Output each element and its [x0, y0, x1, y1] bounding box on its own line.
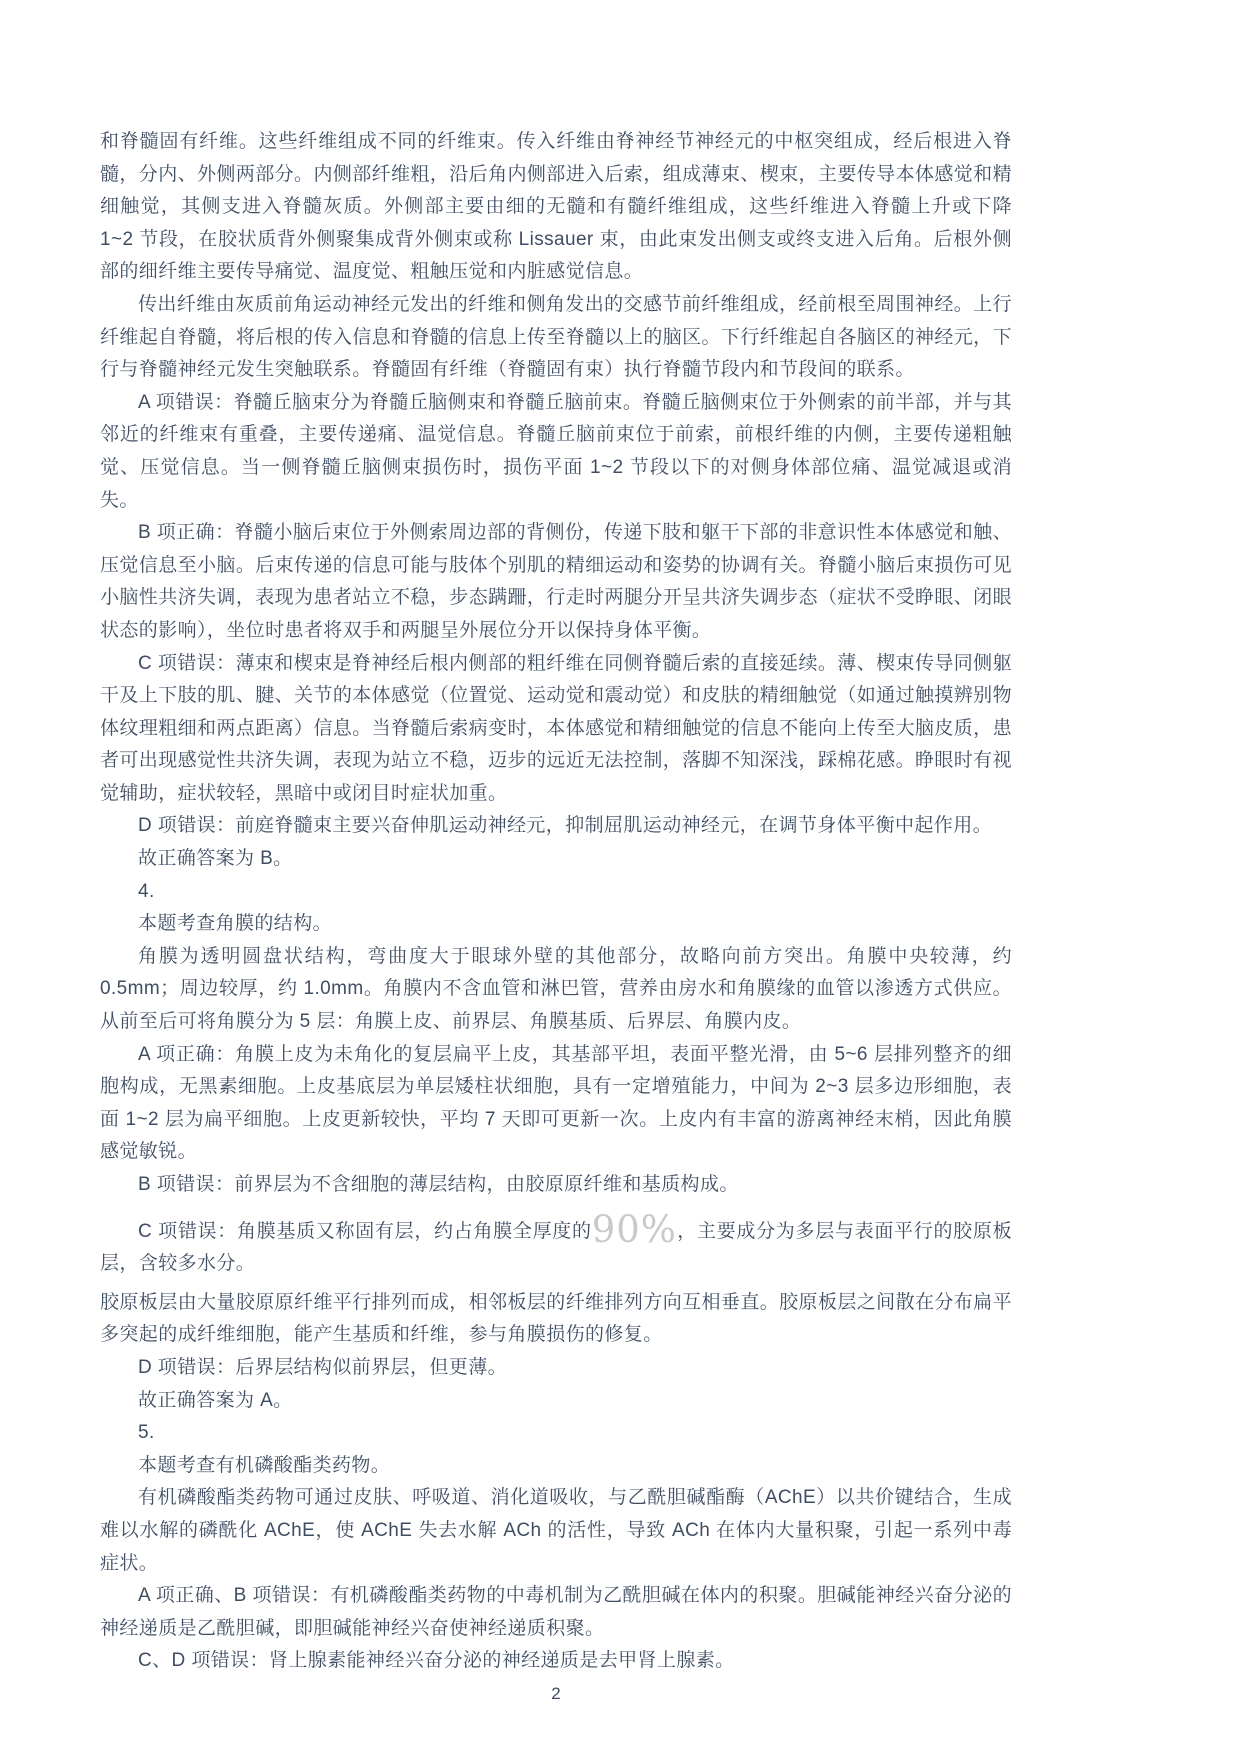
watermark-90-percent: 90% [591, 1207, 677, 1251]
option-c-text-before: C 项错误：角膜基质又称固有层，约占角膜全厚度的 [138, 1220, 592, 1242]
answer-line-q4: 故正确答案为 A。 [138, 1389, 293, 1411]
question-topic-5: 本题考查有机磷酸酯类药物。 [138, 1454, 391, 1476]
option-ab-analysis-q5: A 项正确、B 项错误：有机磷酸酯类药物的中毒机制为乙酰胆碱在体内的积聚。胆碱能神经兴奋分泌的神经递质是乙酰胆碱，即胆碱能神经兴奋使神经递质积聚。 [100, 1585, 1012, 1639]
question-number-4: 4. [138, 880, 155, 902]
paragraph-afferent-fibers: 和脊髓固有纤维。这些纤维组成不同的纤维束。传入纤维由脊神经节神经元的中枢突组成，经后根进入脊髓，分内、外侧两部分。内侧部纤维粗，沿后角内侧部进入后索，组成薄束、楔束，主要传导本体感觉和精细触觉，其侧支进入脊髓灰质。外侧部主要由细的无髓和有髓纤维组成，这些纤维进入脊髓上升或下降 1~2 节段，在胶状质背外侧聚集成背外侧束或称 Lissauer 束，由此束发出侧支或终支进入后角。后根外侧部的细纤维主要传导痛觉、温度觉、粗触压觉和内脏感觉信息。 [100, 131, 1012, 283]
option-cd-analysis-q5: C、D 项错误：肾上腺素能神经兴奋分泌的神经递质是去甲肾上腺素。 [138, 1650, 735, 1672]
option-d-analysis-q4: D 项错误：后界层结构似前界层，但更薄。 [138, 1356, 508, 1378]
question-number-5: 5. [138, 1422, 155, 1444]
paragraph-cornea-structure: 角膜为透明圆盘状结构，弯曲度大于眼球外壁的其他部分，故略向前方突出。角膜中央较薄，约 0.5mm；周边较厚，约 1.0mm。角膜内不含血管和淋巴管，营养由房水和角膜缘的血管以渗透方式供应。从前至后可将角膜分为 5 层：角膜上皮、前界层、角膜基质、后界层、角膜内皮。 [100, 945, 1012, 1033]
document-content [100, 126, 1012, 1678]
question-topic-4: 本题考查角膜的结构。 [138, 913, 333, 935]
page-number: 2 [551, 1684, 561, 1703]
paragraph-efferent-fibers: 传出纤维由灰质前角运动神经元发出的纤维和侧角发出的交感节前纤维组成，经前根至周围神经。上行纤维起自脊髓，将后根的传入信息和脊髓的信息上传至脊髓以上的脑区。下行纤维起自各脑区的神经元，下行与脊髓神经元发生突触联系。脊髓固有纤维（脊髓固有束）执行脊髓节段内和节段间的联系。 [100, 293, 1012, 381]
option-c-text-after: ，主要成分为多层与表面平行的胶原板层，含较多水分。 [100, 1220, 1012, 1275]
paragraph-organophosphates: 有机磷酸酯类药物可通过皮肤、呼吸道、消化道吸收，与乙酰胆碱酯酶（AChE）以共价键结合，生成难以水解的磷酰化 AChE，使 AChE 失去水解 ACh 的活性，导致 ACh 在体内大量积聚，引起一系列中毒症状。 [100, 1487, 1012, 1574]
option-a-analysis-q3: A 项错误：脊髓丘脑束分为脊髓丘脑侧束和脊髓丘脑前束。脊髓丘脑侧束位于外侧索的前半部，并与其邻近的纤维束有重叠，主要传递痛、温觉信息。脊髓丘脑前束位于前索，前根纤维的内侧，主要传递粗触觉、压觉信息。当一侧脊髓丘脑侧束损伤时，损伤平面 1~2 节段以下的对侧身体部位痛、温觉减退或消失。 [100, 391, 1012, 511]
option-c-analysis-q4 [100, 1207, 1012, 1281]
paragraph-collagen-lamellae: 胶原板层由大量胶原原纤维平行排列而成，相邻板层的纤维排列方向互相垂直。胶原板层之间散在分布扁平多突起的成纤维细胞，能产生基质和纤维，参与角膜损伤的修复。 [100, 1291, 1012, 1346]
option-d-analysis-q3: D 项错误：前庭脊髓束主要兴奋伸肌运动神经元，抑制屈肌运动神经元，在调节身体平衡中起作用。 [138, 815, 993, 837]
option-b-analysis-q3: B 项正确：脊髓小脑后束位于外侧索周边部的背侧份，传递下肢和躯干下部的非意识性本体感觉和触、压觉信息至小脑。后束传递的信息可能与肢体个别肌的精细运动和姿势的协调有关。脊髓小脑后束损伤可见小脑性共济失调，表现为患者站立不稳，步态蹒跚，行走时两腿分开呈共济失调步态（症状不受睁眼、闭眼状态的影响），坐位时患者将双手和两腿呈外展位分开以保持身体平衡。 [100, 522, 1012, 641]
option-a-analysis-q4: A 项正确：角膜上皮为未角化的复层扁平上皮，其基部平坦，表面平整光滑，由 5~6 层排列整齐的细胞构成，无黑素细胞。上皮基底层为单层矮柱状细胞，具有一定增殖能力，中间为 2~3 层多边形细胞，表面 1~2 层为扁平细胞。上皮更新较快，平均 7 天即可更新一次。上皮内有丰富的游离神经末梢，因此角膜感觉敏锐。 [100, 1043, 1012, 1163]
answer-line-q3: 故正确答案为 B。 [138, 848, 293, 870]
option-b-analysis-q4: B 项错误：前界层为不含细胞的薄层结构，由胶原原纤维和基质构成。 [138, 1174, 739, 1195]
option-c-analysis-q3: C 项错误：薄束和楔束是脊神经后根内侧部的粗纤维在同侧脊髓后索的直接延续。薄、楔束传导同侧躯干及上下肢的肌、腱、关节的本体感觉（位置觉、运动觉和震动觉）和皮肤的精细触觉（如通过触摸辨别物体纹理粗细和两点距离）信息。当脊髓后索病变时，本体感觉和精细触觉的信息不能向上传至大脑皮质，患者可出现感觉性共济失调，表现为站立不稳，迈步的远近无法控制，落脚不知深浅，踩棉花感。睁眼时有视觉辅助，症状较轻，黑暗中或闭目时症状加重。 [100, 652, 1012, 804]
